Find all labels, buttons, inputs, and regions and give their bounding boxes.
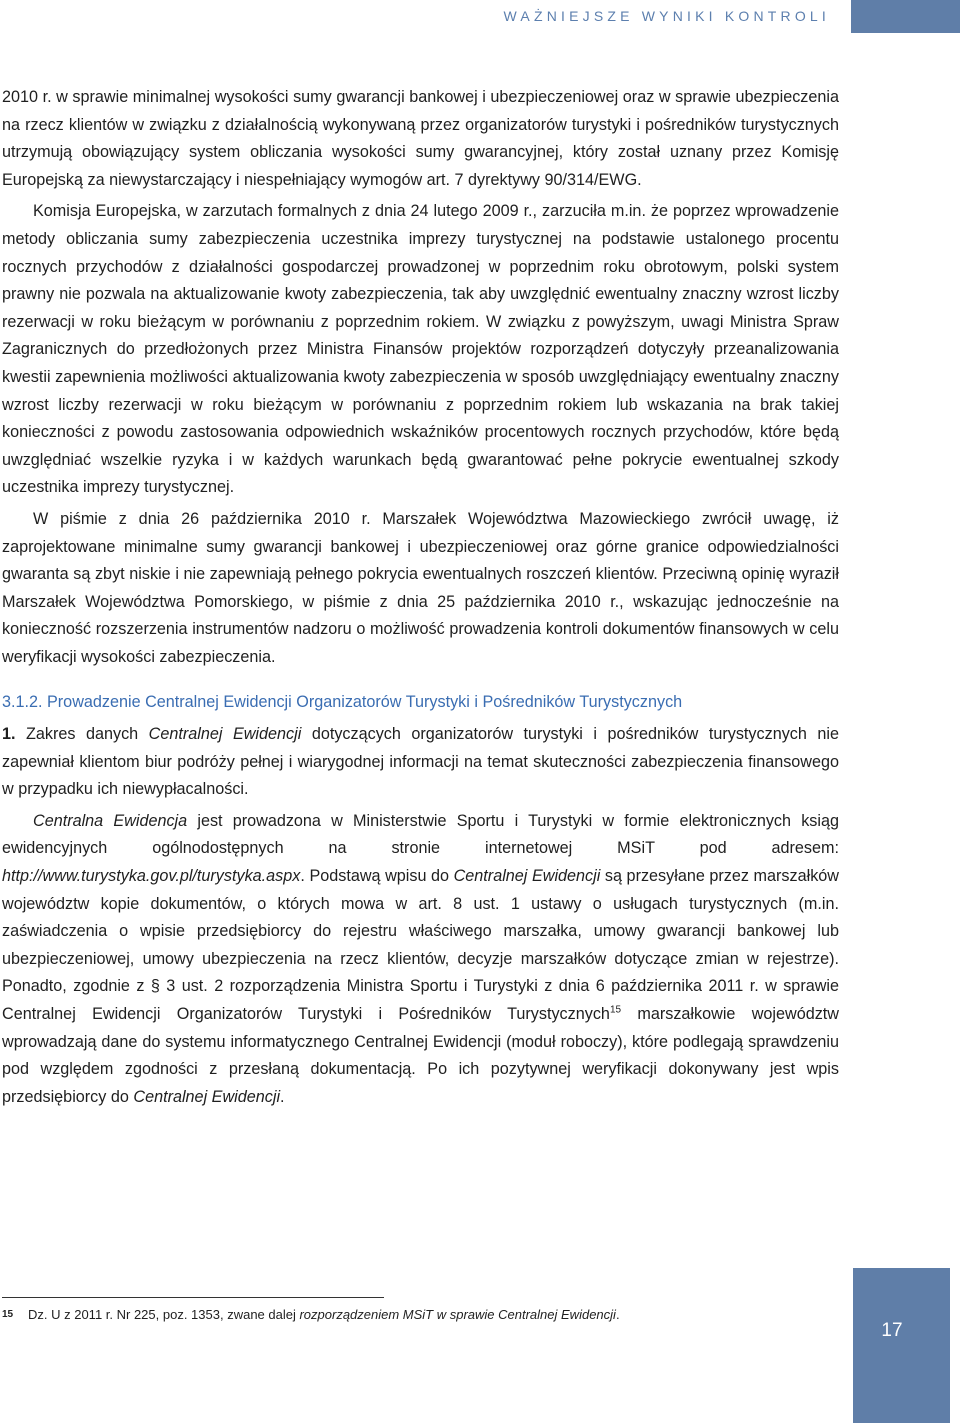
paragraph-4-text-b: dotyczących organizatorów turystyki i pośredników turystycznych nie zapewniał klientom biur podróży pełnej i wiarygodnej informacji na temat skuteczności zabezpieczenia finansowego w przypadku ich niewypłacalności. [2, 725, 839, 799]
paragraph-5-text-d: marszałkowie województw wprowadzają dane do systemu informatycznego Centralnej Ewidencji (moduł roboczy), które podlegają sprawdzeniu pod względem zgodności z przesłaną dokumentacją. Po ich pozytywnej weryfikacji dokonywany jest wpis przedsiębiorcy do [2, 1005, 839, 1106]
footnote-reference[interactable]: 15 [609, 1004, 622, 1016]
section-heading: 3.1.2. Prowadzenie Centralnej Ewidencji Organizatorów Turystyki i Pośredników Turystycznych [2, 693, 683, 712]
paragraph-1: 2010 r. w sprawie minimalnej wysokości sumy gwarancji bankowej i ubezpieczeniowej oraz w sprawie ubezpieczenia na rzecz klientów w związku z działalnością wykonywaną przez organizatorów turystyki i pośredników turystycznych utrzymują obowiązujący system obliczania wysokości sumy gwarancyjnej, który został uznany przez Komisję Europejską za niewystarczający i niespełniający wymogów art. 7 dyrektywy 90/314/EWG. [2, 88, 839, 189]
paragraph-4 [2, 721, 839, 804]
running-header-title: WAŻNIEJSZE WYNIKI KONTROLI [503, 8, 830, 24]
footnote-text: Dz. U z 2011 r. Nr 225, poz. 1353, zwane dalej [28, 1307, 300, 1322]
paragraph-5 [2, 808, 839, 1112]
msit-url-link[interactable]: http://www.turystyka.gov.pl/turystyka.aspx [2, 867, 301, 886]
point-number: 1. [2, 725, 16, 744]
page-number: 17 [881, 1320, 903, 1341]
paragraph-5-text-c: są przesyłane przez marszałków województw kopie dokumentów, o których mowa w art. 8 ust. 1 ustawy o usługach turystycznych (m.in. zaświadczenia o wpisie przedsiębiorcy do rejestru właściwego marszałka, umowy gwarancji bankowej lub ubezpieczeniowej, umowy ubezpieczenia na rzecz klientów, decyzje marszałków dotyczące zmian w rejestrze). Ponadto, zgodnie z § 3 ust. 2 rozporządzenia Ministra Sportu i Turystyki z dnia 6 października 2011 r. w sprawie Centralnej Ewidencji Organizatorów Turystyki i Pośredników Turystycznych [2, 867, 839, 1023]
paragraph-5-italic-b: Centralnej Ewidencji [453, 867, 601, 886]
page-number-box [853, 1268, 950, 1423]
main-text [2, 84, 839, 1111]
footnote-end: . [615, 1307, 620, 1322]
paragraph-2: Komisja Europejska, w zarzutach formalnych z dnia 24 lutego 2009 r., zarzuciła m.in. że poprzez wprowadzenie metody obliczania sumy zabezpieczenia uczestnika imprezy turystycznej na podstawie ustalonego procentu rocznych przychodów z działalności gospodarczej prowadzonej w poprzednim roku obrotowym, polski system prawny nie pozwala na aktualizowanie kwoty zabezpieczenia, tak aby uwzględnić ewentualny znaczny wzrost liczby rezerwacji w roku bieżącym w porównaniu z poprzednim rokiem. W związku z powyższym, uwagi Ministra Spraw Zagranicznych do przedłożonych przez Ministra Finansów projektów rozporządzeń dotyczyły przeanalizowania kwestii zapewnienia możliwości aktualizowania kwoty zabezpieczenia w sposób uwzględniający ewentualny znaczny wzrost liczby rezerwacji w roku bieżącym w porównaniu z poprzednim rokiem lub wskazania na brak takiej konieczności z powodu zastosowania odpowiednich wskaźników procentowych rocznych przychodów, które będą uwzględniać wszelkie ryzyka i w każdych warunkach będą gwarantować pełne pokrycie ewentualnej szkody uczestnika imprezy turystycznej. [2, 202, 839, 497]
paragraph-5-text-b: . Podstawą wpisu do [300, 867, 454, 886]
footnote-italic: rozporządzeniem MSiT w sprawie Centralnej Ewidencji [299, 1307, 616, 1322]
footnote [2, 1306, 822, 1324]
paragraph-4-text-a: Zakres danych [15, 725, 149, 744]
paragraph-5-text-e: . [280, 1087, 285, 1106]
paragraph-3: W piśmie z dnia 26 października 2010 r. Marszałek Województwa Mazowieckiego zwrócił uwagę, iż zaprojektowane minimalne sumy gwarancji bankowej i ubezpieczeniowej oraz górne granice odpowiedzialności gwaranta są zbyt niskie i nie zapewniają pełnego pokrycia ewentualnych roszczeń klientów. Przeciwną opinię wyraził Marszałek Województwa Pomorskiego, w piśmie z dnia 25 października 2010 r., wskazując jednocześnie na konieczność rozszerzenia instrumentów nadzoru o możliwość prowadzenia kontroli dokumentów finansowych w celu weryfikacji wysokości zabezpieczenia. [2, 509, 839, 666]
footnote-divider [2, 1297, 384, 1298]
header-color-block [851, 0, 960, 33]
paragraph-5-italic-a: Centralna Ewidencja [33, 811, 188, 830]
footnote-mark: 15 [2, 1309, 14, 1320]
paragraph-5-text-a: jest prowadzona w Ministerstwie Sportu i Turystyki w formie elektronicznych ksiąg ewidencyjnych ogólnodostępnych na stronie internetowej MSiT pod adresem: [2, 811, 839, 858]
paragraph-5-italic-c: Centralnej Ewidencji [133, 1087, 281, 1106]
paragraph-4-italic-a: Centralnej Ewidencji [148, 725, 302, 744]
